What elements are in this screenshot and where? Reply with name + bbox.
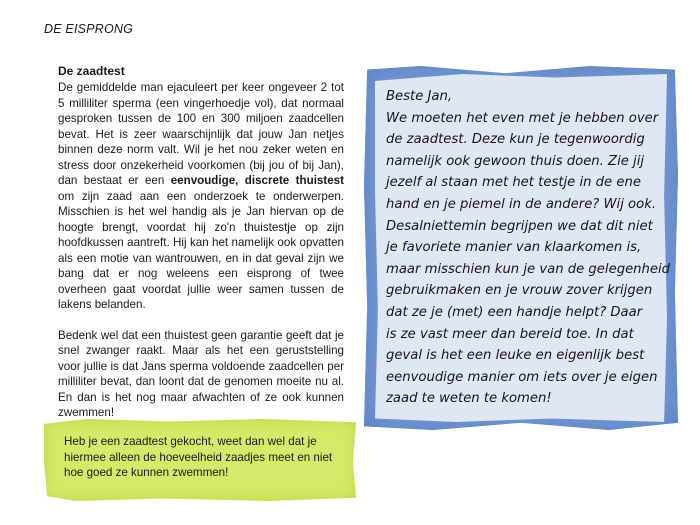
- letter-line: de zaadtest. Deze kun je tegenwoordig: [386, 132, 645, 148]
- letter-line: We moeten het even met je hebben over: [386, 110, 659, 126]
- paragraph-1-rest: om zijn zaad aan een onderzoek te onderwerpen. Misschien is het wel handig als je Jan hiervan op de hoogte brengt, voordat hij zo'n thuistestje op zijn hoofdkussen aantreft. Hij kan het namelijk ook opvatten als een motie van wantrouwen, en in dat geval zijn we bang dat er nog weleens een eisprong of twee overheen gaat voordat jullie weer samen tussen de lakens belanden.: [58, 189, 344, 311]
- article-paragraph-2: Bedenk wel dat een thuistest geen garantie geeft dat je snel zwanger raakt. Maar als het een geruststelling voor jullie is dat Jans sperma voldoende zaadcellen per milliliter bevat, dan loont dat de genomen moeite nu al. En dan is het nog maar afwachten of ze ook kunnen zwemmen!: [58, 328, 344, 419]
- highlight-note-text: Heb je een zaadtest gekocht, weet dan wel dat je hiermee alleen de hoeveelheid zaadjes meet en niet hoe goed ze kunnen zwemmen!: [64, 435, 333, 480]
- letter-line: namelijk ook gewoon thuis doen. Zie jij: [386, 153, 645, 169]
- article-heading: De zaadtest: [58, 64, 125, 78]
- letter-line: jezelf al staan met het testje in de ene: [386, 175, 641, 191]
- letter-line: maar misschien kun je van de gelegenheid: [386, 261, 671, 277]
- article-column: [58, 64, 344, 436]
- paragraph-1-intro: De gemiddelde man ejaculeert per keer ongeveer 2 tot 5 milliliter sperma (een vingerhoedje vol), dat normaal gesproken tussen de 100 en 300 miljoen zaadcellen bevat. Het is zeer waarschijnlijk dat jouw Jan netjes binnen deze norm valt. Wil je het nou zeker weten en stress door onzekerheid voorkomen (bij jou of bij Jan), dan bestaat er een: [58, 81, 344, 187]
- letter-line: Beste Jan,: [386, 89, 453, 104]
- letter-line: Desalniettemin begrijpen we dat dit niet: [386, 218, 653, 234]
- letter-line: geval is het een leuke en eigenlijk best: [386, 348, 645, 364]
- letter-line: gebruikmaken en je vrouw zover krijgen: [386, 283, 653, 299]
- letter-line: eenvoudige manier om iets over je eigen: [386, 369, 658, 385]
- page-header: DE EISPRONG: [44, 22, 134, 36]
- letter-line: is ze vast meer dan bereid toe. In dat: [386, 326, 634, 342]
- letter-line: zaad te weten te komen!: [386, 391, 552, 407]
- letter-line: hand en je piemel in de andere? Wij ook.: [386, 196, 657, 212]
- letter-line: je favoriete manier van klaarkomen is,: [386, 240, 642, 256]
- letter-line: dat ze je (met) een handje helpt? Daar: [386, 304, 643, 320]
- paragraph-1-bold: eenvoudige, discrete thuistest: [170, 174, 344, 187]
- handwritten-letter: [386, 86, 671, 410]
- article-paragraph-1: [58, 80, 344, 313]
